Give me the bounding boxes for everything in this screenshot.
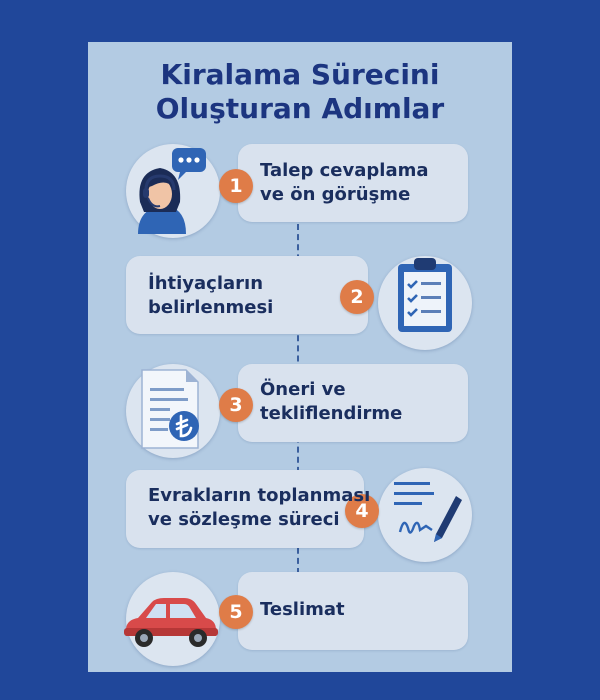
step-5-number-badge: 5 [219, 595, 253, 629]
infographic-panel [88, 42, 512, 672]
document-lira-icon [128, 360, 220, 460]
title-line-2: Oluşturan Adımlar [155, 92, 445, 125]
title-line-1: Kiralama Sürecini [160, 58, 440, 91]
step-1-number-badge: 1 [219, 169, 253, 203]
step-5-label: Teslimat [260, 599, 345, 620]
step-3-number-badge: 3 [219, 388, 253, 422]
step-4-label: Evrakların toplanması ve sözleşme süreci [148, 485, 371, 530]
step-4-number-badge: 4 [345, 494, 379, 528]
step-2-label: İhtiyaçların belirlenmesi [148, 273, 274, 318]
clipboard-checklist-icon [380, 254, 470, 344]
page-title [88, 58, 512, 126]
contract-signature-icon [378, 466, 472, 560]
step-2-number-badge: 2 [340, 280, 374, 314]
step-1-label: Talep cevaplama ve ön görüşme [260, 160, 429, 205]
car-icon [118, 576, 222, 666]
step-3-label: Öneri ve tekliflendirme [260, 379, 403, 424]
customer-service-agent-icon [126, 142, 226, 242]
